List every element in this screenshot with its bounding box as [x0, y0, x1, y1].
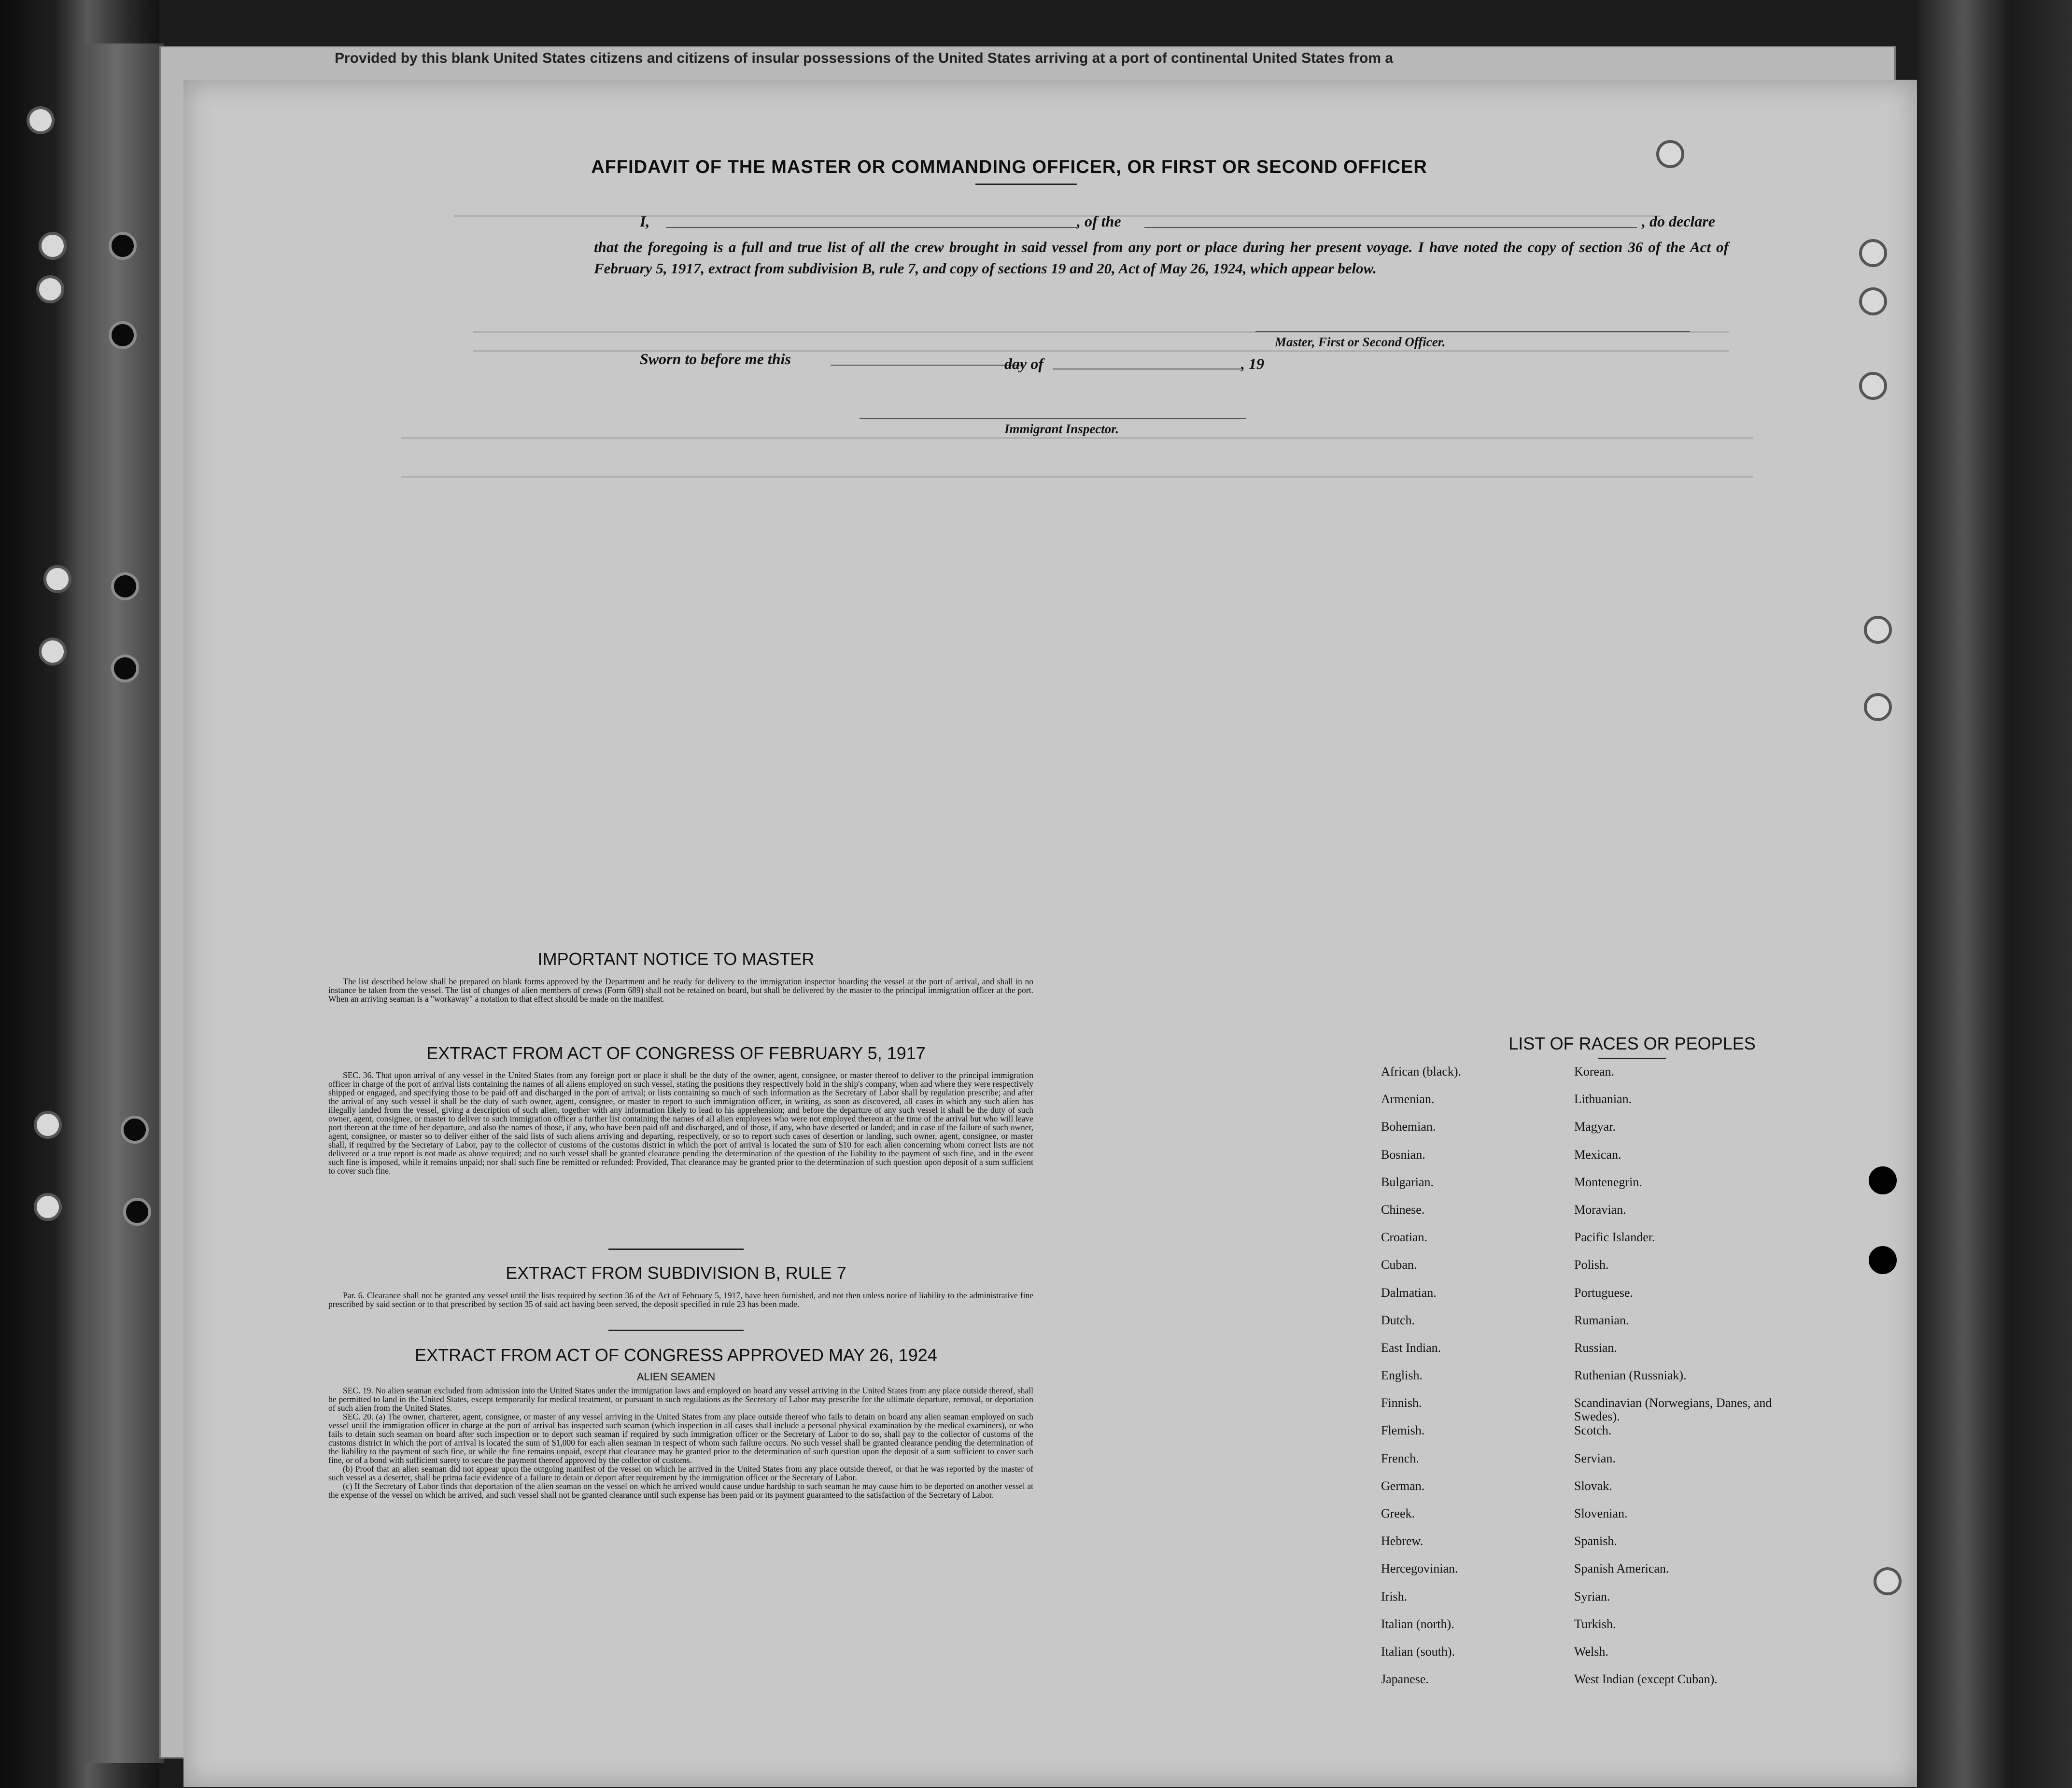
- race-item: West Indian (except Cuban).: [1574, 1672, 1718, 1687]
- sheet-hole: [1859, 287, 1887, 315]
- race-item: Cuban.: [1381, 1258, 1417, 1272]
- sheet-hole: [1869, 1246, 1897, 1274]
- binding-hole: [39, 232, 67, 260]
- binding-hole: [109, 232, 137, 260]
- affidavit-title: AFFIDAVIT OF THE MASTER OR COMMANDING OFFICER, OR FIRST OR SECOND OFFICER: [591, 157, 1427, 177]
- race-item: Hebrew.: [1381, 1534, 1424, 1548]
- signature-label: Master, First or Second Officer.: [1275, 335, 1446, 349]
- race-item: Flemish.: [1381, 1423, 1425, 1438]
- race-item: Bulgarian.: [1381, 1175, 1434, 1189]
- races-column-2: [1574, 1065, 1777, 1700]
- race-item: French.: [1381, 1451, 1419, 1465]
- race-item: Russian.: [1574, 1340, 1617, 1355]
- race-item: English.: [1381, 1368, 1423, 1383]
- affidavit-body: that the foregoing is a full and true list of all the crew brought in said vessel from any port or place during her present voyage. I have noted the copy of section 36 of the Act of February 5, 1917, extract from subdivision B, rule 7, and copy of sections 19 and 20, Act of May 26, 1924, which appear below.: [594, 239, 1729, 277]
- affidavit-of-the: , of the: [1077, 213, 1121, 230]
- race-item: Bohemian.: [1381, 1120, 1436, 1134]
- sheet-hole: [1869, 1166, 1897, 1194]
- notice-text: The list described below shall be prepared on blank forms approved by the Department and be ready for delivery to the immigration inspector boarding the vessel at the port of arrival, and shall in no instance be taken from the vessel. The list of changes of alien members of crews (Form 689) shall not be retained on board, but shall be delivered by the master to the principal immigration officer at the port. When an arriving seaman is a "workaway" a notation to that effect should be made on the manifest.: [328, 977, 1033, 1004]
- binding-hole: [34, 1111, 62, 1139]
- races-column-1: [1381, 1065, 1555, 1700]
- back-sheet-header: Provided by this blank United States citizens and citizens of insular possessions of the United States arriving at a port of continental United States from a: [335, 50, 1394, 66]
- race-item: Spanish American.: [1574, 1561, 1669, 1576]
- binding-hole: [123, 1198, 151, 1226]
- race-item: Spanish.: [1574, 1534, 1617, 1548]
- extract-rule7-text: Par. 6. Clearance shall not be granted any vessel until the lists required by section 36 of the Act of February 5, 1917, have been furnished, and not then unless notice of liability to the administrative fine prescribed by said section or to that prescribed by section 35 of said act having been served, the deposit specified in rule 23 has been made.: [328, 1291, 1033, 1309]
- races-title: LIST OF RACES OR PEOPLES: [1508, 1034, 1756, 1053]
- binding-hole: [111, 654, 139, 682]
- race-item: Japanese.: [1381, 1672, 1429, 1687]
- inspector-label: Immigrant Inspector.: [1004, 422, 1119, 436]
- binder-right-edge: [1917, 0, 2072, 1788]
- race-item: Italian (south).: [1381, 1644, 1455, 1659]
- manifest-sheet: [183, 80, 1917, 1787]
- race-item: Scandinavian (Norwegians, Danes, and Swedes).: [1574, 1396, 1772, 1424]
- sheet-hole: [1656, 140, 1684, 168]
- race-item: Dutch.: [1381, 1313, 1415, 1327]
- race-item: Dalmatian.: [1381, 1285, 1437, 1300]
- race-item: Bosnian.: [1381, 1147, 1425, 1162]
- race-item: Mexican.: [1574, 1147, 1621, 1162]
- race-item: Portuguese.: [1574, 1285, 1634, 1300]
- binding-hole: [39, 638, 67, 666]
- alien-seamen-subtitle: ALIEN SEAMEN: [636, 1371, 716, 1383]
- sworn-label: Sworn to before me this: [640, 350, 791, 368]
- race-item: African (black).: [1381, 1064, 1462, 1078]
- race-item: Rumanian.: [1574, 1313, 1629, 1327]
- binding-hole: [121, 1116, 149, 1144]
- race-item: Montenegrin.: [1574, 1175, 1642, 1189]
- race-item: Slovenian.: [1574, 1506, 1628, 1520]
- binding-hole: [43, 565, 71, 593]
- affidavit-do-declare: , do declare: [1642, 213, 1715, 230]
- race-item: Irish.: [1381, 1589, 1408, 1604]
- affidavit-i: I,: [640, 213, 650, 230]
- race-item: Scotch.: [1574, 1423, 1612, 1438]
- extract-1917-title: EXTRACT FROM ACT OF CONGRESS OF FEBRUARY 5, 1917: [426, 1043, 926, 1063]
- race-item: Korean.: [1574, 1064, 1615, 1078]
- race-item: Chinese.: [1381, 1202, 1425, 1217]
- race-item: Greek.: [1381, 1506, 1415, 1520]
- race-item: Moravian.: [1574, 1202, 1626, 1217]
- extract-rule7-title: EXTRACT FROM SUBDIVISION B, RULE 7: [506, 1263, 846, 1283]
- race-item: Italian (north).: [1381, 1617, 1454, 1631]
- notice-title: IMPORTANT NOTICE TO MASTER: [537, 949, 815, 969]
- race-item: Croatian.: [1381, 1230, 1428, 1245]
- race-item: Polish.: [1574, 1258, 1609, 1272]
- sheet-hole: [1859, 239, 1887, 267]
- extract-1924-text: SEC. 19. No alien seaman excluded from admission into the United States under the immigration laws and employed on board any vessel arriving in the United States from any place outside thereof, shall be permitted to land in the United States, except temporarily for medical treatment, or pursuant to such regulations as the Secretary of Labor may prescribe for the ultimate departure, removal, or deportation of such alien from the United States. SEC. 20. (a) The owner, charterer, agent, consignee, or master of any vessel arriving in the United States from any place outside thereof who fails to detain on board any alien seaman employed on such vessel until the immigration officer in charge at the port of arrival has inspected such seaman (which inspection in all cases shall include a personal physical examination by the medical examiners), or who fails to detain such seaman on board after such inspection or to deport such seaman if required by such immigration officer or the Secretary of Labor to do so, shall pay to the collector of customs of the customs district in which the port of arrival is located the sum of $1,000 for each alien seaman in respect of whom such failure occurs. No such vessel shall be granted clearance pending the determination of the liability to the payment of such fine, or while the fine remains unpaid, except that clearance may be granted prior to the determination of such question upon the deposit of a sum sufficient to cover such fine, or of a bond with sufficient surety to secure the payment thereof approved by the collector of customs. (b) Proof that an alien seaman did not appear upon the outgoing manifest of the vessel on which he arrived in the United States from any place outside thereof, or that he was reported by the master of such vessel as a deserter, shall be prima facie evidence of a failure to detain or deport after requirement by the immigration officer or the Secretary of Labor. (c) If the Secretary of Labor finds that deportation of the alien seaman on the vessel on which he arrived would cause undue hardship to such seaman he may cause him to be deported on another vessel at the expense of the vessel on which he arrived, and such vessel shall not be granted clearance until such expense has been paid or its payment guaranteed to the satisfaction of the Secretary of Labor.: [328, 1386, 1033, 1500]
- race-item: Hercegovinian.: [1381, 1561, 1458, 1576]
- race-item: Magyar.: [1574, 1120, 1616, 1134]
- race-item: Syrian.: [1574, 1589, 1610, 1604]
- binder-strip: [77, 43, 164, 1763]
- race-item: Slovak.: [1574, 1478, 1612, 1493]
- race-item: Lithuanian.: [1574, 1092, 1632, 1107]
- day-of-label: day of: [1004, 355, 1043, 372]
- sheet-hole: [1859, 372, 1887, 400]
- binding-hole: [27, 106, 55, 134]
- binding-hole: [111, 572, 139, 600]
- race-item: Turkish.: [1574, 1617, 1616, 1631]
- sheet-hole: [1864, 693, 1892, 721]
- race-item: German.: [1381, 1478, 1425, 1493]
- race-item: Ruthenian (Russniak).: [1574, 1368, 1687, 1383]
- binding-hole: [109, 321, 137, 349]
- race-item: Welsh.: [1574, 1644, 1608, 1659]
- binding-hole: [34, 1193, 62, 1221]
- race-item: Servian.: [1574, 1451, 1616, 1465]
- sheet-hole: [1864, 616, 1892, 644]
- race-item: Armenian.: [1381, 1092, 1435, 1107]
- year-label: , 19: [1241, 355, 1264, 372]
- race-item: East Indian.: [1381, 1340, 1441, 1355]
- extract-1917-text: SEC. 36. That upon arrival of any vessel in the United States from any foreign port or place it shall be the duty of the owner, agent, consignee, or master thereof to deliver to the principal immigration officer in charge of the port of arrival lists containing the names of all aliens employed on such vessel, stating the positions they respectively hold in the ship's company, when and where they were respectively shipped or engaged, and specifying those to be paid off and discharged in the port of arrival; or lists containing so much of such information as the Secretary of Labor shall by regulation prescribe; and after the arrival of any such vessel it shall be the duty of such owner, agent, consignee, or master to report to such immigration officer, in writing, as soon as discovered, all cases in which any such alien has illegally landed from the vessel, giving a description of such alien, together with any information likely to lead to his apprehension; and before the departure of any such vessel it shall be the duty of such owner, agent, consignee, or master to deliver to such immigration officer a further list containing the names of all alien employees who were not employed thereon at the time of the arrival but who will leave port thereon at the time of her departure, and also the names of those, if any, who have been paid off and discharged, and of those, if any, who have deserted or landed; and in case of the failure of such owner, agent, consignee, or master so to deliver either of the said lists of such aliens arriving and departing, respectively, or so to report such cases of desertion or landing, such owner, agent, consignee, or master shall, if required by the Secretary of Labor, pay to the collector of customs of the customs district in which the port of arrival is located the sum of $10 for each alien concerning whom correct lists are not delivered or a true report is not made as above required; and no such vessel shall be granted clearance pending the determination of the question of the liability to the payment of such fine, and in the event such fine is imposed, while it remains unpaid; nor shall such fine be remitted or refunded: Provided, That clearance may be granted prior to the determination of such question upon deposit of a sum sufficient to cover such fine.: [328, 1070, 1033, 1176]
- binding-hole: [36, 275, 64, 303]
- sheet-hole: [1874, 1567, 1902, 1595]
- extract-1924-title: EXTRACT FROM ACT OF CONGRESS APPROVED MAY 26, 1924: [415, 1345, 937, 1365]
- race-item: Pacific Islander.: [1574, 1230, 1655, 1245]
- race-item: Finnish.: [1381, 1396, 1422, 1410]
